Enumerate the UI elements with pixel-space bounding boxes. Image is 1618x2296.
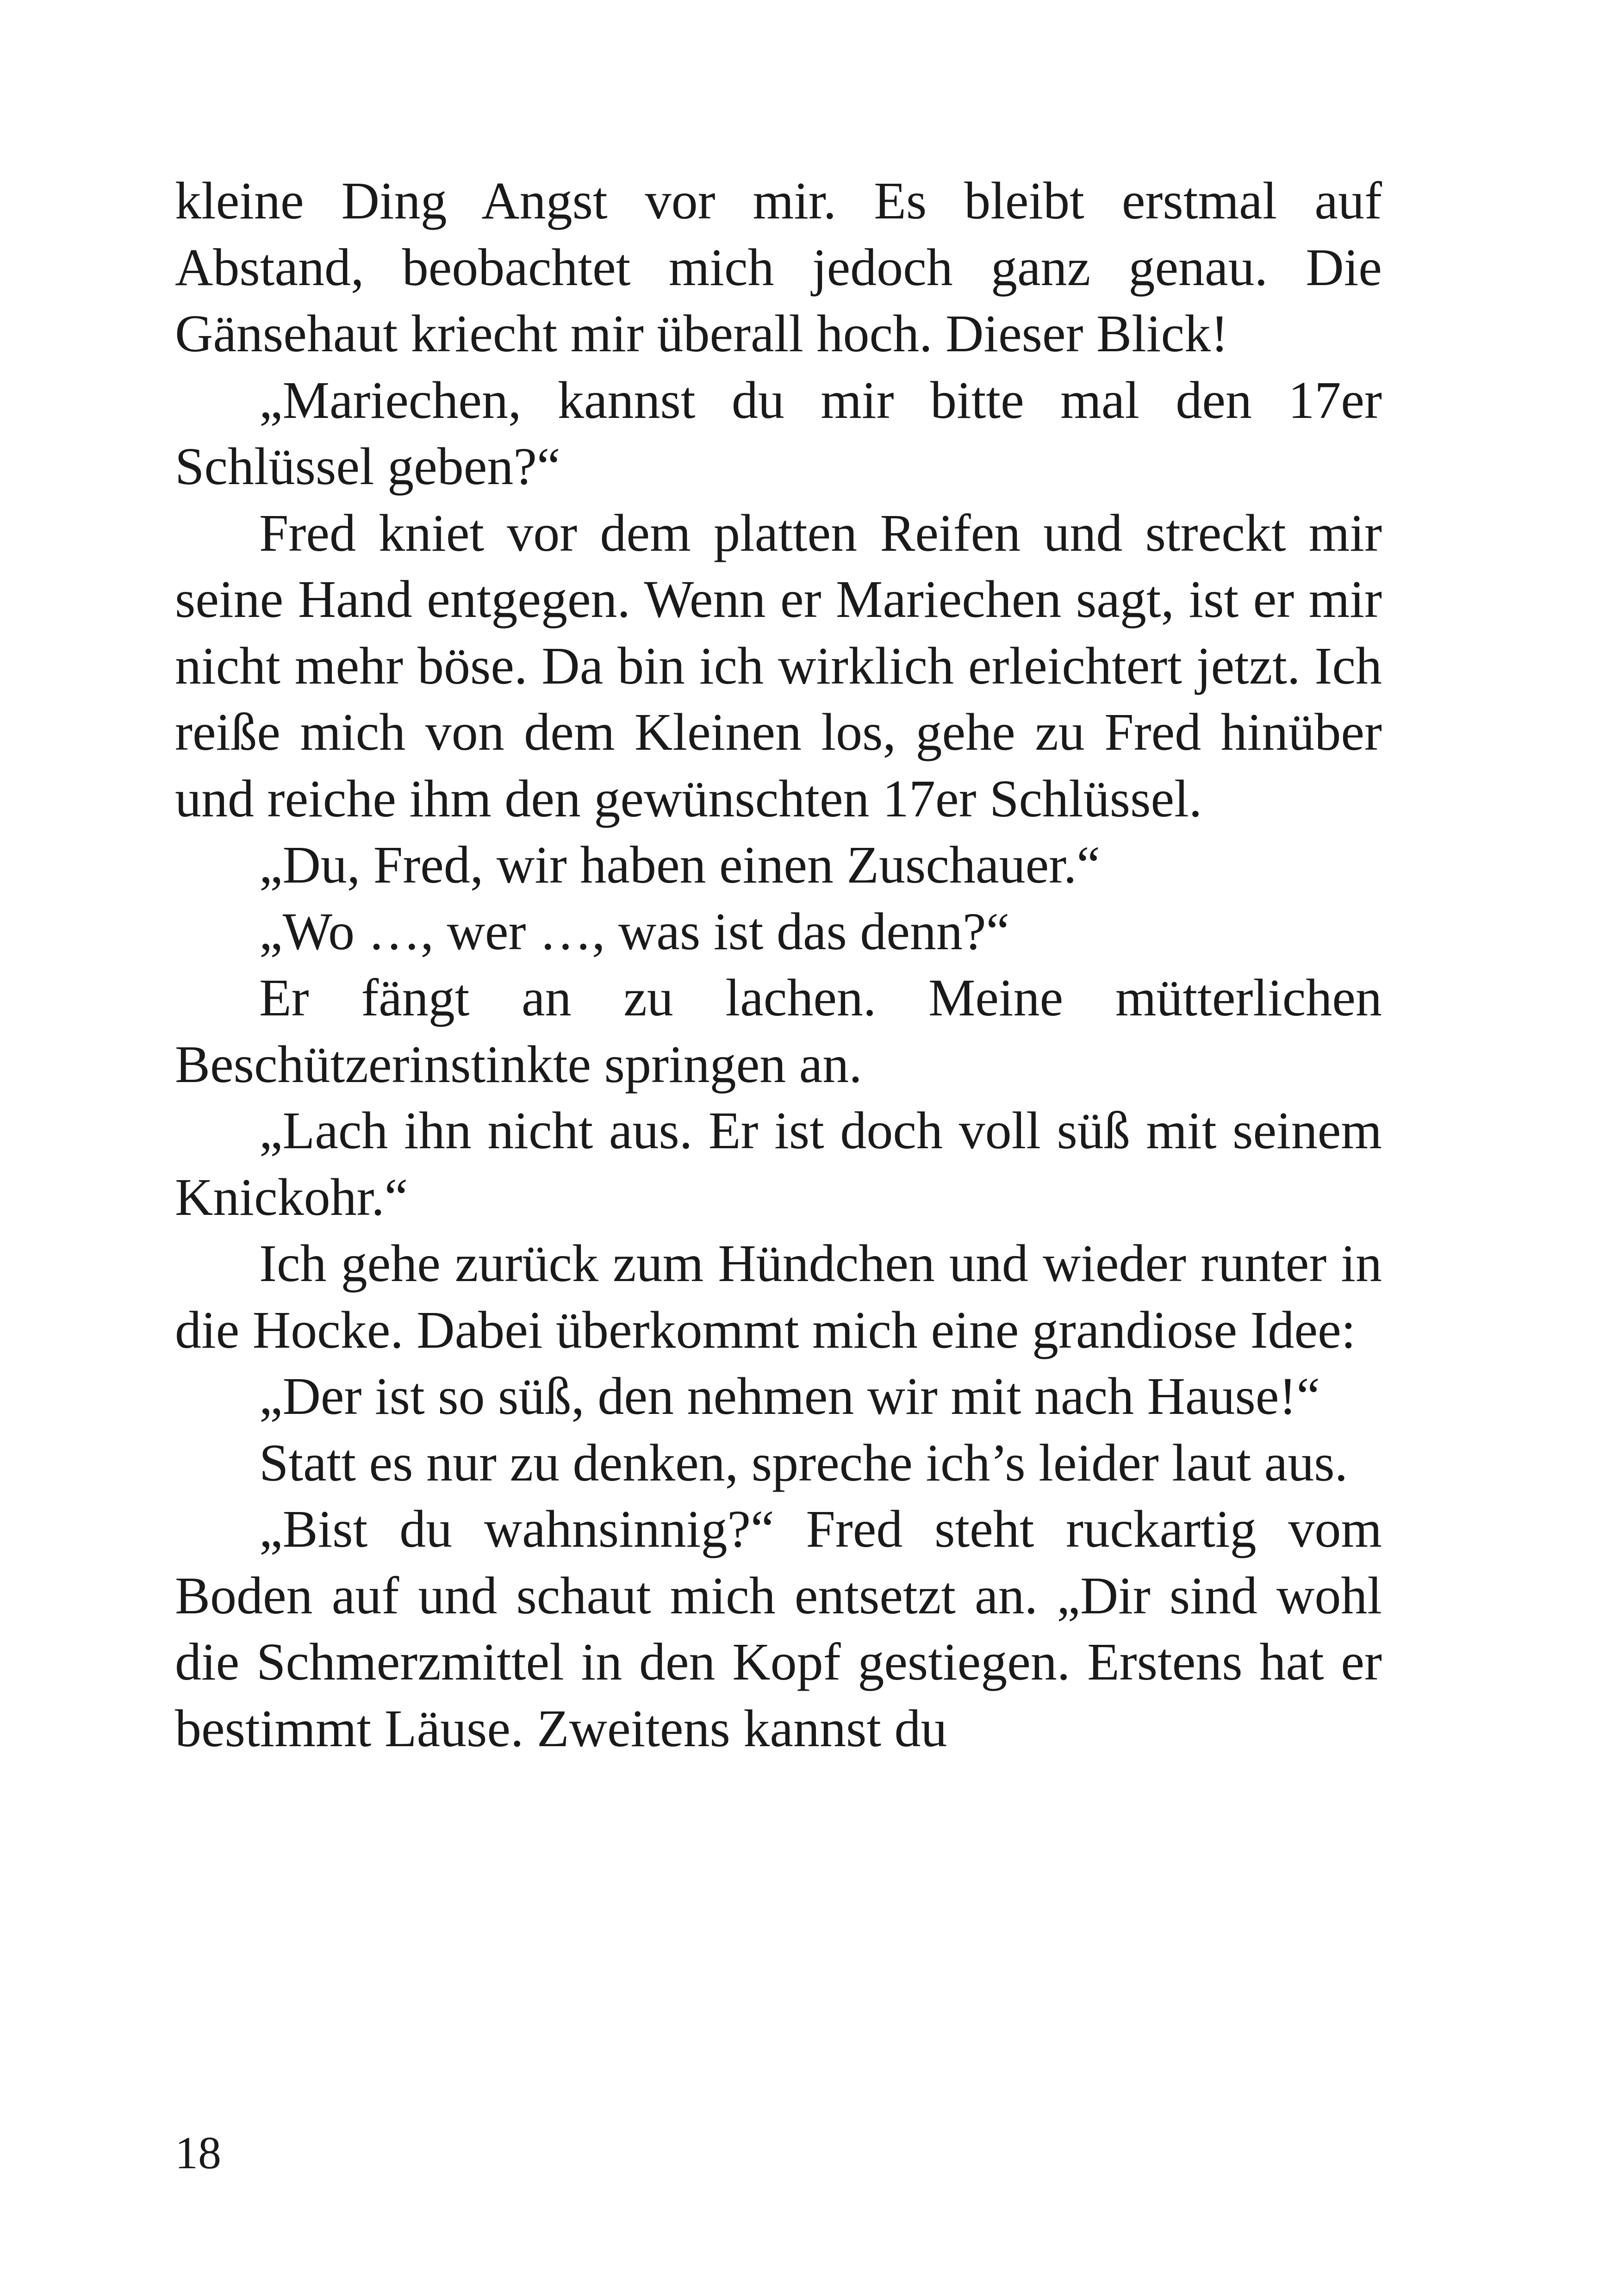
paragraph-9: „Der ist so süß, den nehmen wir mit nach Hause!“: [259, 1367, 1320, 1425]
paragraph-10: Statt es nur zu denken, spreche ich’s leider laut aus.: [259, 1433, 1348, 1492]
page-number: 18: [175, 2127, 221, 2178]
paragraph-2: „Mariechen, kannst du mir bitte mal den 17er Schlüssel geben?“: [175, 370, 1382, 496]
paragraph-4: „Du, Fred, wir haben einen Zuschauer.“: [259, 835, 1100, 894]
paragraph-3: Fred kniet vor dem platten Reifen und streckt mir seine Hand entgegen. Wenn er Mariechen sagt, ist er mir nicht mehr böse. Da bin ich wirklich erleichtert jetzt. Ich reiße mich von dem Kleinen los, gehe zu Fred hinüber und reiche ihm den gewünschten 17er Schlüssel.: [175, 503, 1382, 828]
paragraph-8: Ich gehe zurück zum Hündchen und wieder runter in die Hocke. Dabei überkommt mich eine grandiose Idee:: [175, 1234, 1382, 1359]
paragraph-11: „Bist du wahnsinnig?“ Fred steht ruckartig vom Boden auf und schaut mich entsetzt an. „Dir sind wohl die Schmerzmittel in den Kopf gestiegen. Erstens hat er bestimmt Läuse. Zweitens kannst du: [175, 1500, 1382, 1758]
paragraph-5: „Wo …, wer …, was ist das denn?“: [259, 902, 1010, 961]
paragraph-6: Er fängt an zu lachen. Meine mütterlichen Beschützerinstinkte springen an.: [175, 968, 1382, 1094]
paragraph-7: „Lach ihn nicht aus. Er ist doch voll süß mit seinem Knickohr.“: [175, 1101, 1382, 1226]
body-text: [175, 168, 1382, 1761]
paragraph-1: kleine Ding Angst vor mir. Es bleibt erstmal auf Abstand, beobachtet mich jedoch ganz genau. Die Gänsehaut kriecht mir überall hoch. Dieser Blick!: [175, 171, 1382, 363]
